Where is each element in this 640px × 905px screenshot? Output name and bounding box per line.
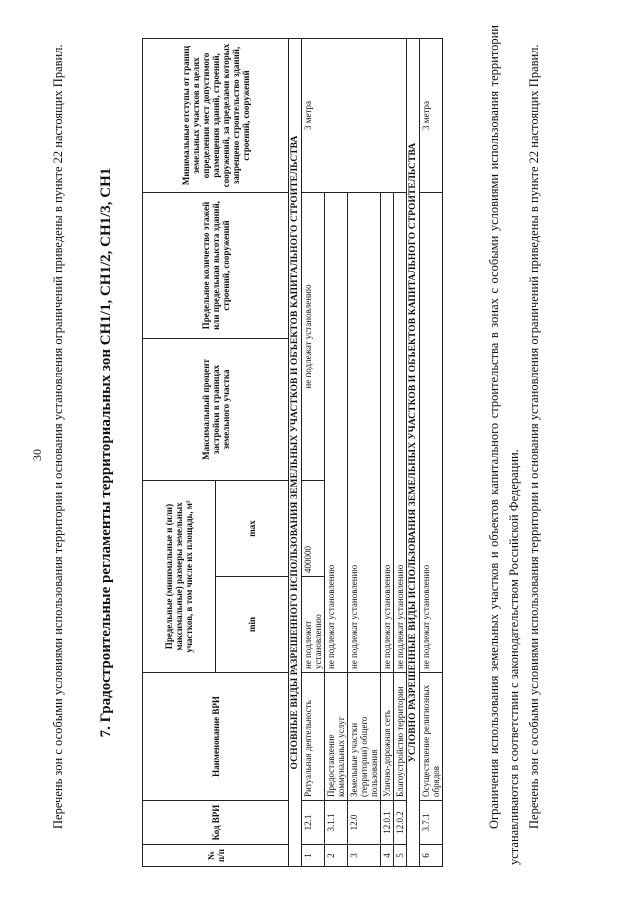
header-name: Наименование ВРИ — [143, 673, 289, 801]
regulations-table — [142, 38, 443, 867]
row-max: 400000 — [302, 480, 325, 576]
row-setback: 3 метра — [302, 38, 407, 192]
table-row — [420, 38, 443, 866]
header-min: min — [216, 577, 289, 673]
row-code: 12.0.2 — [394, 801, 407, 845]
row-code: 3.1.1 — [325, 801, 348, 845]
header-size: Предельные (минимальные и (или) максимальные) размеры земельных участков, в том числе их площадь, м² — [143, 480, 216, 672]
row-rest: не подлежат установлению — [394, 192, 407, 672]
bottom-paragraph-1: Ограничения использования земельных участков и объектов капитального строительства в зонах с особыми условиями использования территории устанавливаются в соответствии с законодательством Российской Федерации. — [487, 25, 521, 865]
row-num: 4 — [381, 845, 394, 867]
row-name: Осуществление религиозных обрядов — [420, 673, 443, 801]
row-name: Улично-дорожная сеть — [381, 673, 394, 801]
section-row-conditional — [407, 38, 420, 866]
row-num: 1 — [302, 845, 325, 867]
header-num: № п/п — [143, 845, 289, 867]
row-num: 5 — [394, 845, 407, 867]
row-num: 2 — [325, 845, 348, 867]
row-num: 6 — [420, 845, 443, 867]
page-number: 30 — [30, 449, 44, 461]
bottom-paragraphs — [484, 25, 544, 865]
row-rest: не подлежат установлению — [381, 192, 394, 672]
row-rest: не подлежат установлению — [348, 192, 381, 672]
section-title: 7. Градостроительные регламенты территориальных зон СН1/1, СН1/2, СН1/3, СН1 — [98, 167, 114, 738]
top-paragraph-text: Перечень зон с особыми условиями использования территории и основания установления ограничений приведены в пункте 22 настоящих Правил. — [51, 44, 65, 829]
row-rest: не подлежат установлению — [420, 192, 443, 672]
row-num: 3 — [348, 845, 381, 867]
section-conditional-label: УСЛОВНО РАЗРЕШЕННЫЕ ВИДЫ ИСПОЛЬЗОВАНИЯ ЗЕМЕЛЬНЫХ УЧАСТКОВ И ОБЪЕКТОВ КАПИТАЛЬНОГО СТРОИТЕЛЬСТВА — [407, 38, 420, 866]
header-code: Код ВРИ — [143, 801, 289, 845]
header-max: max — [216, 480, 289, 576]
row-rest: не подлежат установлению — [302, 192, 325, 480]
row-rest: не подлежат установлению — [325, 192, 348, 672]
row-name: Земельные участки (территории) общего пользования — [348, 673, 381, 801]
row-code: 3.7.1 — [420, 801, 443, 845]
header-setback: Минимальные отступы от границ земельных участков в целях определения мест допустимого размещения зданий, строений, сооружений, за пределами которых запрещено строительство зданий, строений, сооружений — [143, 38, 289, 192]
row-setback: 3 метра — [420, 38, 443, 192]
row-code: 12.1 — [302, 801, 325, 845]
row-code: 12.0.1 — [381, 801, 394, 845]
header-build-pct: Максимальный процент застройки в границах земельного участка — [143, 338, 289, 480]
section-row-main — [289, 38, 302, 866]
top-paragraph — [48, 25, 68, 865]
row-min: не подлежит установлению — [302, 577, 325, 673]
header-floors: Предельное количество этажей или предельная высота зданий, строений, сооружений — [143, 192, 289, 338]
row-name: Ритуальная деятельность — [302, 673, 325, 801]
row-name: Благоустройство территории — [394, 673, 407, 801]
table-row — [302, 38, 325, 866]
bottom-paragraph-2: Перечень зон с особыми условиями использования территории и основания установления ограничений приведены в пункте 22 настоящих Правил. — [527, 44, 541, 829]
section-main-label: ОСНОВНЫЕ ВИДЫ РАЗРЕШЕННОГО ИСПОЛЬЗОВАНИЯ ЗЕМЕЛЬНЫХ УЧАСТКОВ И ОБЪЕКТОВ КАПИТАЛЬНОГО СТРОИТЕЛЬСТВА — [289, 38, 302, 866]
row-code: 12.0 — [348, 801, 381, 845]
row-name: Предоставление коммунальных услуг — [325, 673, 348, 801]
table-header-row — [143, 38, 216, 866]
